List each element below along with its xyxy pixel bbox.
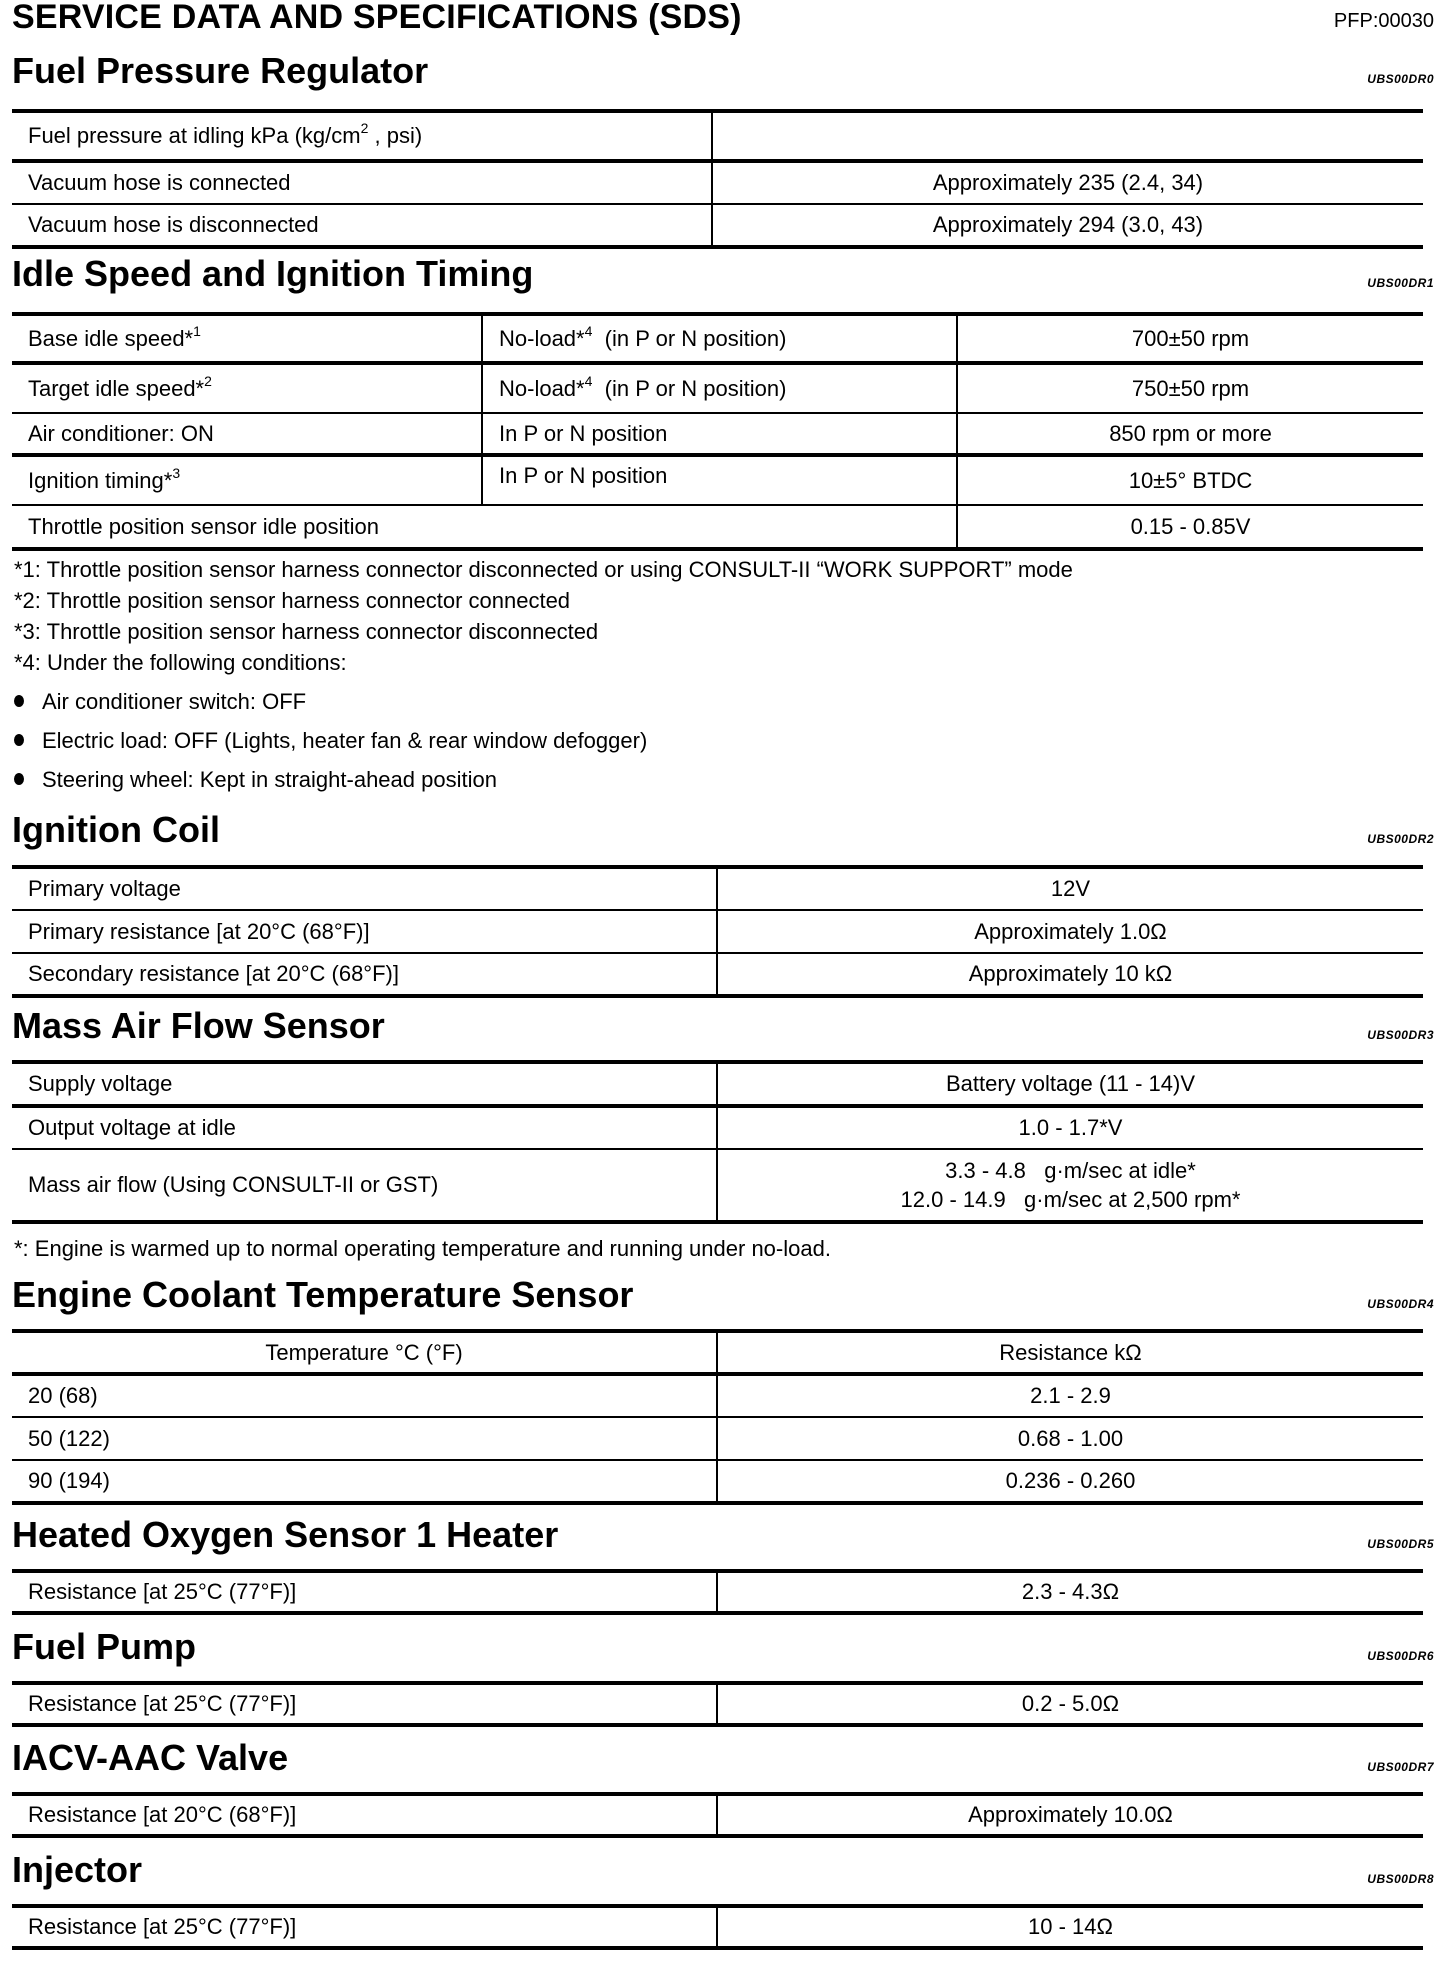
footnote: *3: Throttle position sensor harness connector disconnected	[14, 619, 599, 644]
table-cell-value: 850 rpm or more	[957, 413, 1423, 455]
condition-item: Air conditioner switch: OFF	[14, 689, 306, 715]
table-cell-value: 12V	[717, 867, 1423, 910]
table-cell-label: Resistance [at 25°C (77°F)]	[12, 1683, 717, 1725]
table-cell-label: Secondary resistance [at 20°C (68°F)]	[12, 953, 717, 996]
table-cell-value: Battery voltage (11 - 14)V	[717, 1062, 1423, 1106]
section-title-iacv-aac-valve: IACV-AAC Valve	[12, 1737, 289, 1778]
table-row	[12, 1906, 1423, 1948]
fuel-pump-table	[12, 1681, 1423, 1727]
footnote: *4: Under the following conditions:	[14, 650, 347, 675]
table-header-row	[12, 1331, 1423, 1374]
footnote: *: Engine is warmed up to normal operating temperature and running under no-load.	[14, 1236, 831, 1261]
section-title-maf-sensor: Mass Air Flow Sensor	[12, 1005, 385, 1046]
section-title-injector: Injector	[12, 1849, 143, 1890]
table-cell-value: Approximately 294 (3.0, 43)	[712, 204, 1423, 247]
table-row	[12, 204, 1423, 247]
section-code: UBS00DR0	[1367, 72, 1434, 86]
idle-speed-table	[12, 312, 1423, 551]
table-cell-value: 0.15 - 0.85V	[957, 505, 1423, 549]
fuel-pressure-table	[12, 109, 1423, 249]
section-code: UBS00DR5	[1367, 1537, 1434, 1551]
ect-sensor-table	[12, 1329, 1423, 1505]
table-cell-value: 2.3 - 4.3Ω	[717, 1571, 1423, 1613]
section-code: UBS00DR7	[1367, 1760, 1434, 1774]
section-title-ignition-coil: Ignition Coil	[12, 809, 220, 850]
table-cell-temp: 90 (194)	[12, 1460, 717, 1503]
table-row	[12, 455, 1423, 505]
table-row	[12, 1417, 1423, 1460]
table-cell-temp: 20 (68)	[12, 1374, 717, 1417]
table-row	[12, 953, 1423, 996]
table-cell-value: 1.0 - 1.7*V	[717, 1106, 1423, 1149]
table-row	[12, 1106, 1423, 1149]
table-cell-value: 10 - 14Ω	[717, 1906, 1423, 1948]
column-header-temperature: Temperature °C (°F)	[12, 1331, 717, 1374]
table-cell-value: 0.2 - 5.0Ω	[717, 1683, 1423, 1725]
table-cell-value: Approximately 10 kΩ	[717, 953, 1423, 996]
table-cell-label: Fuel pressure at idling kPa ($kg/cm^2$ , psi)	[12, 111, 712, 161]
table-row	[12, 1571, 1423, 1613]
condition-item: Steering wheel: Kept in straight-ahead position	[14, 767, 497, 793]
table-cell-label: Output voltage at idle	[12, 1106, 717, 1149]
pfp-code: PFP:00030	[1333, 10, 1434, 32]
table-cell-condition: In P or N position	[482, 455, 957, 505]
column-header-resistance: Resistance kΩ	[717, 1331, 1423, 1374]
table-row	[12, 1374, 1423, 1417]
table-row	[12, 910, 1423, 953]
table-row	[12, 161, 1423, 204]
iacv-aac-valve-table	[12, 1792, 1423, 1838]
table-cell-value: 700±50 rpm	[957, 314, 1423, 363]
table-cell-resistance: 0.68 - 1.00	[717, 1417, 1423, 1460]
table-row	[12, 1149, 1423, 1222]
section-title-fuel-pump: Fuel Pump	[12, 1626, 197, 1667]
table-cell-label: Resistance [at 25°C (77°F)]	[12, 1906, 717, 1948]
section-code: UBS00DR8	[1367, 1872, 1434, 1886]
table-row	[12, 1062, 1423, 1106]
table-cell-label: Vacuum hose is disconnected	[12, 204, 712, 247]
table-cell-value: 10±5° BTDC	[957, 455, 1423, 505]
table-cell-label: Supply voltage	[12, 1062, 717, 1106]
table-cell-temp: 50 (122)	[12, 1417, 717, 1460]
footnote: *2: Throttle position sensor harness connector connected	[14, 588, 571, 613]
table-cell-value: 3.3 - 4.8 g·m/sec at idle* 12.0 - 14.9 g·m/sec at 2,500 rpm*	[717, 1149, 1423, 1222]
table-cell-value: 750±50 rpm	[957, 363, 1423, 413]
section-title-idle-speed: Idle Speed and Ignition Timing	[12, 253, 534, 294]
table-row	[12, 1460, 1423, 1503]
table-row	[12, 1794, 1423, 1836]
maf-sensor-table	[12, 1060, 1423, 1224]
footnote: *1: Throttle position sensor harness connector disconnected or using CONSULT-II “WORK SUPPORT” mode	[14, 557, 1073, 582]
table-row	[12, 314, 1423, 363]
section-title-ect-sensor: Engine Coolant Temperature Sensor	[12, 1274, 634, 1315]
ho2s1-heater-table	[12, 1569, 1423, 1615]
section-title-ho2s1-heater: Heated Oxygen Sensor 1 Heater	[12, 1514, 559, 1555]
bullet-icon	[14, 734, 24, 746]
table-cell-item: Base idle speed*$^1$	[12, 314, 482, 363]
table-cell-resistance: 0.236 - 0.260	[717, 1460, 1423, 1503]
table-row	[12, 1683, 1423, 1725]
table-cell-label: Mass air flow (Using CONSULT-II or GST)	[12, 1149, 717, 1222]
table-cell-condition: No-load*$^4$ (in P or N position)	[482, 314, 957, 363]
table-row	[12, 111, 1423, 161]
table-cell-item: Ignition timing*$^3$	[12, 455, 482, 505]
table-cell-label: Resistance [at 25°C (77°F)]	[12, 1571, 717, 1613]
table-cell-condition: In P or N position	[482, 413, 957, 455]
table-row	[12, 867, 1423, 910]
section-code: UBS00DR1	[1367, 276, 1434, 290]
bullet-icon	[14, 695, 24, 707]
table-cell-value: Approximately 10.0Ω	[717, 1794, 1423, 1836]
bullet-icon	[14, 773, 24, 785]
table-cell-value: Approximately 1.0Ω	[717, 910, 1423, 953]
table-row	[12, 413, 1423, 455]
section-code: UBS00DR6	[1367, 1649, 1434, 1663]
table-cell-value: Approximately 235 (2.4, 34)	[712, 161, 1423, 204]
section-code: UBS00DR3	[1367, 1028, 1434, 1042]
table-cell-item: Air conditioner: ON	[12, 413, 482, 455]
table-cell-label: Vacuum hose is connected	[12, 161, 712, 204]
injector-table	[12, 1904, 1423, 1950]
table-row	[12, 363, 1423, 413]
section-title-fuel-pressure-regulator: Fuel Pressure Regulator	[12, 50, 429, 91]
condition-item: Electric load: OFF (Lights, heater fan & rear window defogger)	[14, 728, 647, 754]
table-cell-value	[712, 111, 1423, 161]
table-cell-label: Resistance [at 20°C (68°F)]	[12, 1794, 717, 1836]
table-cell-resistance: 2.1 - 2.9	[717, 1374, 1423, 1417]
table-cell-item: Target idle speed*$^2$	[12, 363, 482, 413]
page-title: SERVICE DATA AND SPECIFICATIONS (SDS)	[12, 0, 742, 36]
section-code: UBS00DR4	[1367, 1297, 1434, 1311]
section-code: UBS00DR2	[1367, 832, 1434, 846]
table-cell-item: Throttle position sensor idle position	[12, 505, 957, 549]
table-cell-condition: No-load*$^4$ (in P or N position)	[482, 363, 957, 413]
table-cell-label: Primary voltage	[12, 867, 717, 910]
table-row	[12, 505, 1423, 549]
ignition-coil-table	[12, 865, 1423, 998]
table-cell-label: Primary resistance [at 20°C (68°F)]	[12, 910, 717, 953]
